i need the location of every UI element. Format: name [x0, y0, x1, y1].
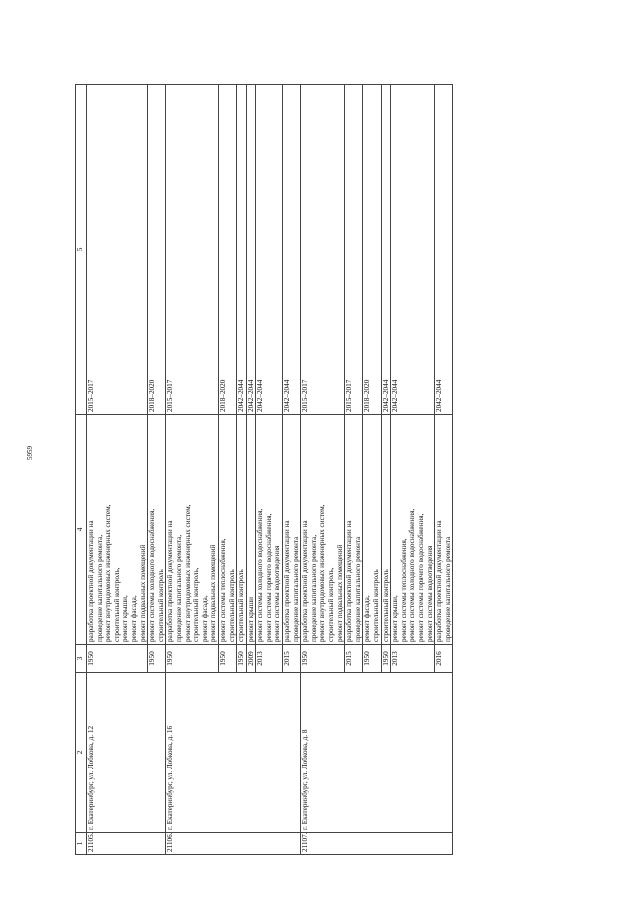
- column-header: 5: [76, 85, 87, 415]
- year-cell: 1950: [218, 645, 236, 673]
- year-cell: 1950: [381, 645, 391, 673]
- work-item: строительный контроль: [237, 569, 246, 642]
- year-cell: 1950: [166, 645, 219, 673]
- table-row: [166, 85, 219, 855]
- works-cell: [435, 415, 453, 645]
- period-cell: 2018–2020: [148, 85, 166, 415]
- work-item: ремонт системы холодного водоснабжения,: [408, 508, 417, 642]
- column-header: 3: [76, 645, 87, 673]
- building-address: г. Екатеринбург, ул. Лобкова, д. 8: [301, 673, 453, 833]
- year-cell: 1950: [148, 645, 166, 673]
- work-item: ремонт крыши,: [121, 595, 130, 642]
- year-cell: 2015: [345, 645, 363, 673]
- period-cell: 2042–2044: [381, 85, 391, 415]
- period-cell: 2042–2044: [435, 85, 453, 415]
- table-row: [87, 85, 148, 855]
- repair-schedule-table: [75, 84, 453, 855]
- year-cell: 2016: [435, 645, 453, 673]
- works-cell: [363, 415, 381, 645]
- work-item: разработка проектной документации на: [87, 520, 95, 642]
- column-header: 1: [76, 833, 87, 855]
- work-item: ремонт системы теплоснабжения,: [399, 538, 408, 642]
- work-item: ремонт системы холодного водоснабжения,: [148, 508, 157, 642]
- work-item: ремонт системы горячего водоснабжения,: [264, 513, 273, 642]
- work-item: ремонт фасада,: [363, 595, 372, 642]
- period-cell: 2042–2044: [283, 85, 301, 415]
- period-cell: 2042–2044: [237, 85, 247, 415]
- work-item: разработка проектной документации на: [435, 520, 444, 642]
- work-item: проведение капитального ремонта: [353, 536, 362, 642]
- work-item: проведение капитального ремонта: [291, 536, 300, 642]
- work-item: проведение капитального ремонта,: [174, 534, 183, 642]
- table-frame: [75, 85, 605, 855]
- work-item: ремонт внутридомовых инженерных систем,: [104, 504, 113, 642]
- building-number: 21105.: [87, 833, 166, 855]
- work-item: ремонт системы водоотведения: [425, 545, 434, 642]
- works-cell: [381, 415, 391, 645]
- work-item: строительный контроль: [156, 569, 165, 642]
- building-address: г. Екатеринбург, ул. Лобкова, д. 16: [166, 673, 301, 833]
- work-item: строительный контроль,: [112, 567, 121, 642]
- work-item: разработка проектной документации на: [166, 520, 175, 642]
- year-cell: 2013: [391, 645, 435, 673]
- work-item: ремонт внутридомовых инженерных систем,: [318, 504, 327, 642]
- work-item: ремонт крыши,: [391, 595, 400, 642]
- year-cell: 2015: [283, 645, 301, 673]
- work-item: проведение капитального ремонта,: [309, 534, 318, 642]
- work-item: ремонт системы горячего водоснабжения,: [416, 513, 425, 642]
- work-item: разработка проектной документации на: [345, 520, 354, 642]
- column-header: 4: [76, 415, 87, 645]
- work-item: ремонт фасада,: [129, 595, 138, 642]
- work-item: ремонт системы водоотведения: [273, 545, 282, 642]
- work-item: ремонт внутридомовых инженерных систем,: [183, 504, 192, 642]
- works-cell: [166, 415, 219, 645]
- work-item: ремонт подвальных помещений: [335, 544, 344, 642]
- works-cell: [301, 415, 345, 645]
- work-item: разработка проектной документации на: [283, 520, 292, 642]
- year-cell: 1950: [301, 645, 345, 673]
- work-item: ремонт крыши: [246, 596, 255, 642]
- works-cell: [218, 415, 236, 645]
- year-cell: 1950: [237, 645, 247, 673]
- period-cell: 2018–2020: [363, 85, 381, 415]
- works-cell: [246, 415, 256, 645]
- work-item: разработка проектной документации на: [301, 520, 310, 642]
- work-item: строительный контроль: [227, 569, 236, 642]
- works-cell: [256, 415, 283, 645]
- work-item: строительный контроль: [381, 569, 390, 642]
- period-cell: 2015–2017: [166, 85, 219, 415]
- period-cell: 2042–2044: [391, 85, 435, 415]
- work-item: ремонт подвальных помещений: [138, 544, 147, 642]
- page-number: 5959: [26, 446, 34, 460]
- work-item: строительный контроль,: [192, 567, 201, 642]
- works-cell: [148, 415, 166, 645]
- works-cell: [391, 415, 435, 645]
- year-cell: 2009: [246, 645, 256, 673]
- work-item: проведение капитального ремонта: [443, 536, 452, 642]
- work-item: проведение капитального ремонта,: [95, 534, 104, 642]
- year-cell: 2013: [256, 645, 283, 673]
- column-number-row: [76, 85, 87, 855]
- period-cell: 2042–2044: [246, 85, 256, 415]
- building-address: г. Екатеринбург, ул. Лобкова, д. 12: [87, 673, 166, 833]
- column-header: 2: [76, 673, 87, 833]
- period-cell: 2015–2017: [345, 85, 363, 415]
- works-cell: [237, 415, 247, 645]
- works-cell: [345, 415, 363, 645]
- work-item: строительный контроль: [372, 569, 380, 642]
- work-item: ремонт подвальных помещений: [209, 544, 218, 642]
- table-row: [301, 85, 345, 855]
- rotated-table-container: [75, 85, 605, 855]
- period-cell: 2042–2044: [256, 85, 283, 415]
- year-cell: 1950: [363, 645, 381, 673]
- building-number: 21106.: [166, 833, 301, 855]
- works-cell: [283, 415, 301, 645]
- building-number: 21107.: [301, 833, 453, 855]
- period-cell: 2015–2017: [87, 85, 148, 415]
- period-cell: 2018–2020: [218, 85, 236, 415]
- work-item: ремонт системы теплоснабжения,: [218, 538, 227, 642]
- year-cell: 1950: [87, 645, 148, 673]
- work-item: ремонт системы холодного водоснабжения,: [256, 508, 265, 642]
- works-cell: [87, 415, 148, 645]
- period-cell: 2015–2017: [301, 85, 345, 415]
- work-item: строительный контроль,: [327, 567, 336, 642]
- work-item: ремонт фасада,: [200, 595, 209, 642]
